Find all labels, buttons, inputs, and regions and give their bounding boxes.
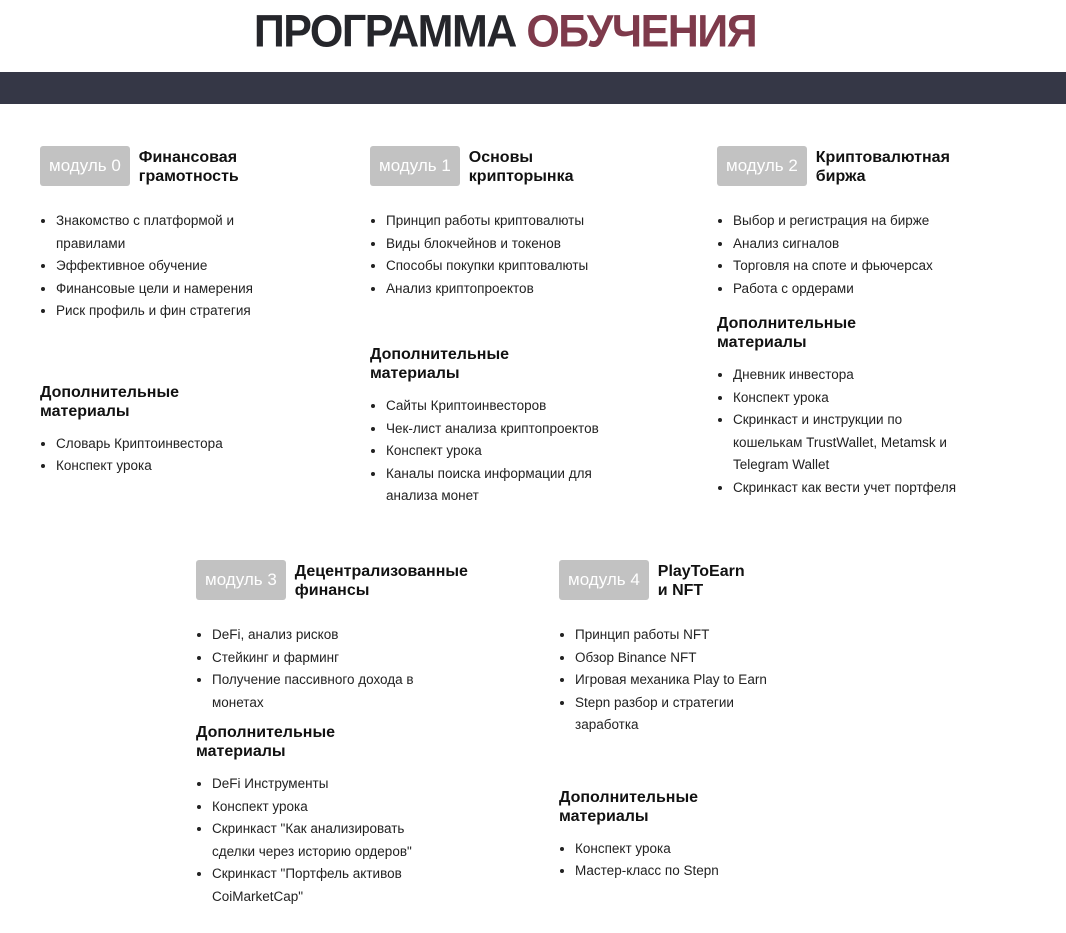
header-band: [0, 72, 1066, 104]
module-badge: модуль 2: [717, 146, 807, 186]
list-item: Торговля на споте и фьючерсах: [717, 255, 977, 278]
module-extras: [196, 773, 441, 908]
module-0: [40, 146, 340, 478]
module-header: [40, 146, 340, 186]
module-badge: модуль 1: [370, 146, 460, 186]
module-header: [196, 560, 516, 600]
list-item: Дневник инвестора: [717, 364, 957, 387]
module-2: [717, 146, 1017, 499]
module-topics: [559, 624, 789, 737]
list-item: Анализ криптопроектов: [370, 278, 650, 301]
module-badge: модуль 4: [559, 560, 649, 600]
module-topics: [40, 210, 280, 323]
module-header: [559, 560, 859, 600]
list-item: Скринкаст и инструкции по кошелькам TrustWallet, Metamsk и Telegram Wallet: [717, 409, 957, 477]
module-title: Основы крипторынка: [468, 149, 574, 185]
module-title: PlayToEarn и NFT: [657, 563, 745, 599]
list-item: Скринкаст как вести учет портфеля: [717, 477, 957, 500]
list-item: Получение пассивного дохода в монетах: [196, 669, 426, 714]
list-item: Принцип работы NFT: [559, 624, 789, 647]
page-title: [0, 5, 1010, 60]
extras-heading: Дополнительные материалы: [196, 724, 336, 760]
module-title: Финансовая грамотность: [138, 149, 239, 185]
extras-heading: Дополнительные материалы: [717, 315, 857, 351]
module-header: [370, 146, 670, 186]
list-item: Конспект урока: [40, 455, 300, 478]
list-item: DeFi, анализ рисков: [196, 624, 426, 647]
list-item: Обзор Binance NFT: [559, 647, 789, 670]
list-item: Эффективное обучение: [40, 255, 280, 278]
list-item: Выбор и регистрация на бирже: [717, 210, 977, 233]
list-item: Работа с ордерами: [717, 278, 977, 301]
module-topics: [196, 624, 426, 714]
list-item: Финансовые цели и намерения: [40, 278, 280, 301]
module-1: [370, 146, 670, 508]
list-item: Риск профиль и фин стратегия: [40, 300, 280, 323]
list-item: Мастер-класс по Stepn: [559, 860, 799, 883]
list-item: Способы покупки криптовалюты: [370, 255, 650, 278]
module-extras: [370, 395, 620, 508]
list-item: Конспект урока: [370, 440, 620, 463]
module-badge: модуль 0: [40, 146, 130, 186]
module-topics: [370, 210, 650, 300]
list-item: Конспект урока: [717, 387, 957, 410]
list-item: Stepn разбор и стратегии заработка: [559, 692, 789, 737]
page-title-accent: ОБУЧЕНИЯ: [526, 6, 757, 58]
extras-heading: Дополнительные материалы: [559, 788, 699, 825]
list-item: Чек-лист анализа криптопроектов: [370, 418, 620, 441]
module-title: Децентрализованные финансы: [294, 563, 468, 599]
list-item: Виды блокчейнов и токенов: [370, 233, 650, 256]
module-extras: [559, 838, 799, 883]
module-title: Криптовалютная биржа: [815, 149, 950, 185]
list-item: Каналы поиска информации для анализа монет: [370, 463, 620, 508]
page-title-main: ПРОГРАММА: [253, 6, 516, 58]
list-item: Сайты Криптоинвесторов: [370, 395, 620, 418]
module-topics: [717, 210, 977, 300]
list-item: Игровая механика Play to Earn: [559, 669, 789, 692]
list-item: Конспект урока: [196, 796, 441, 819]
list-item: Скринкаст "Как анализировать сделки через историю ордеров": [196, 818, 441, 863]
extras-heading: Дополнительные материалы: [370, 346, 510, 382]
list-item: Анализ сигналов: [717, 233, 977, 256]
module-badge: модуль 3: [196, 560, 286, 600]
list-item: DeFi Инструменты: [196, 773, 441, 796]
module-extras: [717, 364, 957, 499]
module-3: [196, 560, 516, 908]
list-item: Знакомство с платформой и правилами: [40, 210, 280, 255]
list-item: Стейкинг и фарминг: [196, 647, 426, 670]
list-item: Принцип работы криптовалюты: [370, 210, 650, 233]
module-extras: [40, 433, 300, 478]
extras-heading: Дополнительные материалы: [40, 383, 180, 420]
list-item: Скринкаст "Портфель активов CoiMarketCap": [196, 863, 441, 908]
list-item: Словарь Криптоинвестора: [40, 433, 300, 456]
module-header: [717, 146, 1017, 186]
list-item: Конспект урока: [559, 838, 799, 861]
module-4: [559, 560, 859, 883]
